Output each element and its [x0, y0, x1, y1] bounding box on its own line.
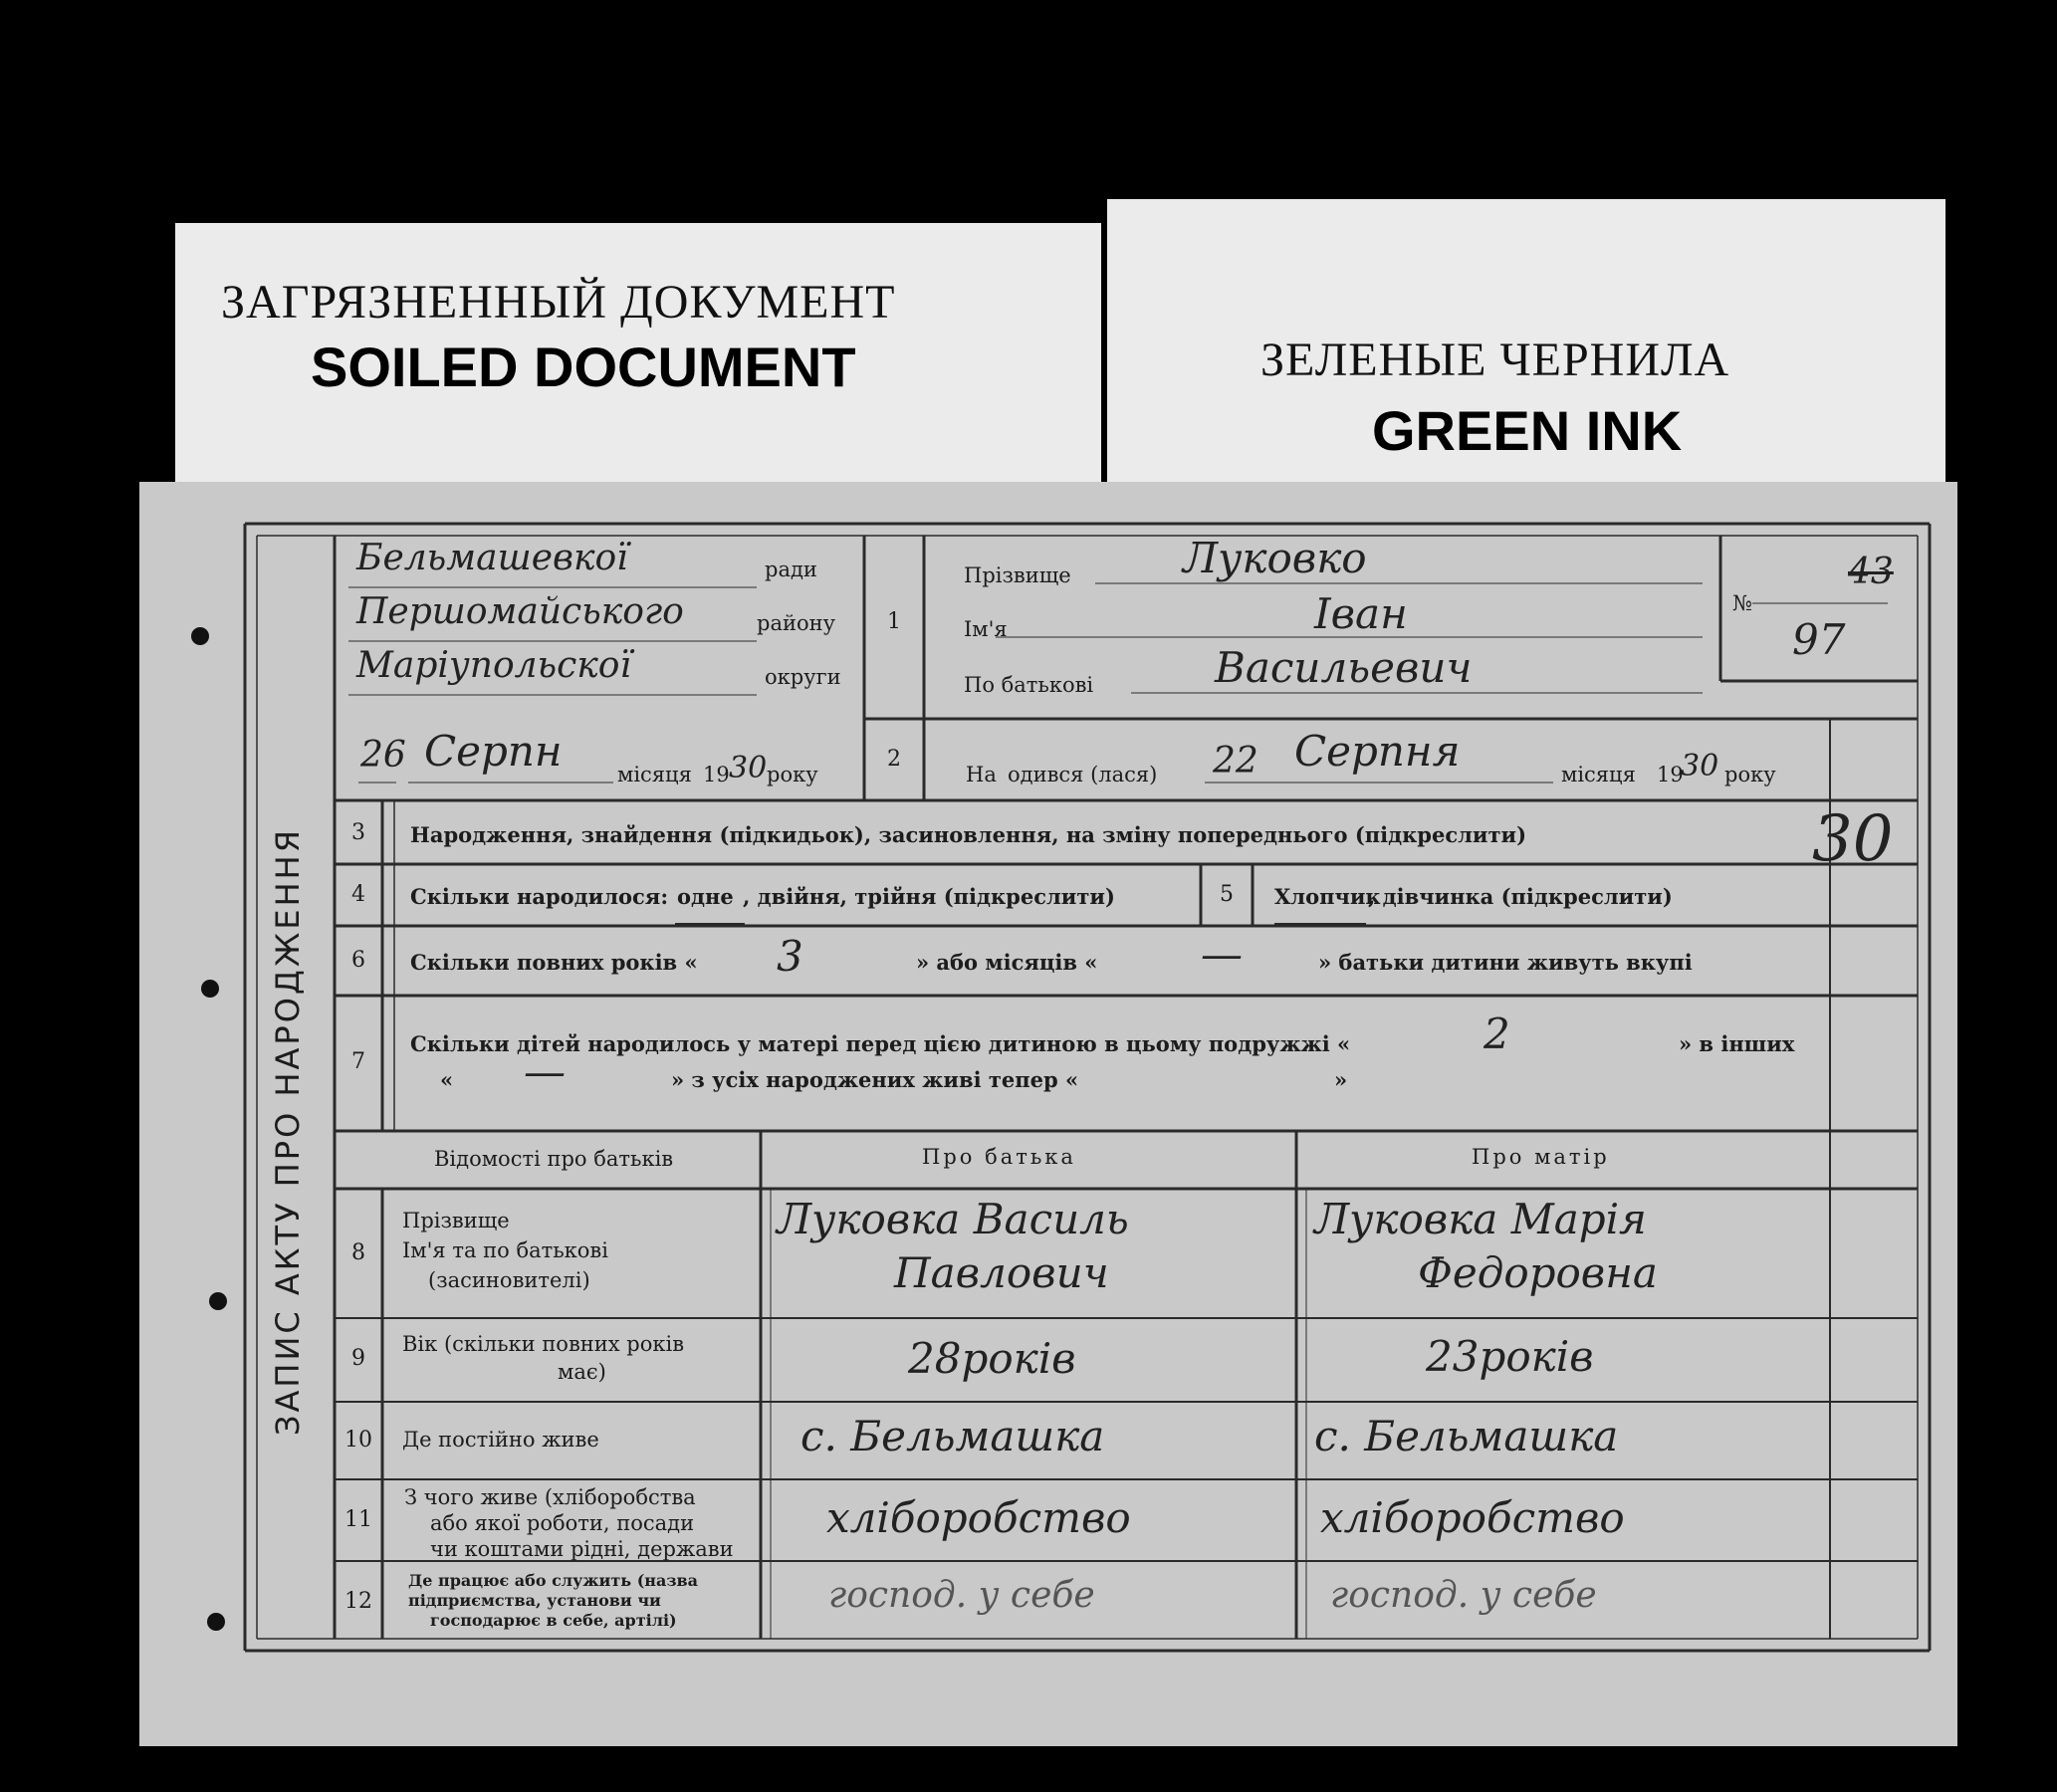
- parents-header-father: Про батька: [922, 1145, 1076, 1169]
- row-7-value-b: —: [524, 1047, 566, 1096]
- patronymic-label: По батькові: [964, 673, 1094, 697]
- reg-month-label: місяця: [617, 763, 692, 786]
- birth-day-value: 22: [1213, 741, 1258, 782]
- row-7-text-d: » з усіх народжених живі тепер «: [671, 1067, 1079, 1092]
- row-7-text-c: «: [440, 1067, 454, 1092]
- reg-month-value: Серпн: [424, 727, 563, 776]
- margin-note: 30: [1812, 802, 1894, 876]
- row-9-number: 9: [351, 1346, 365, 1371]
- council-suffix: ради: [765, 558, 817, 581]
- row-11-number: 11: [344, 1507, 372, 1532]
- soiled-document-card: [175, 223, 1101, 494]
- birth-year-suffix: року: [1724, 763, 1776, 786]
- reg-year-suffix: року: [767, 763, 818, 786]
- row-4-options-rest: , двійня, трійня (підкреслити): [743, 884, 1115, 909]
- row-3-number: 3: [351, 820, 365, 845]
- okrug-value: Маріупольскої: [356, 645, 631, 686]
- record-no-label: №: [1732, 591, 1752, 615]
- row-6-number: 6: [351, 948, 365, 973]
- father-occupation: хліборобство: [826, 1493, 1131, 1542]
- row-6-months-value: —: [1201, 930, 1243, 979]
- mother-name-line1: Луковка Марія: [1314, 1195, 1647, 1243]
- row-6-text-c: » батьки дитини живуть вкупі: [1318, 950, 1693, 975]
- birth-month-label: місяця: [1561, 763, 1636, 786]
- record-no-value: 97: [1792, 615, 1846, 664]
- parents-header-mother: Про матір: [1472, 1145, 1610, 1169]
- father-residence: с. Бельмашка: [800, 1412, 1105, 1460]
- row-6-text-a: Скільки повних років «: [410, 950, 698, 975]
- reg-day-value: 26: [360, 735, 406, 776]
- row-2-number: 2: [887, 747, 901, 772]
- row-4-prefix: Скільки народилося:: [410, 884, 669, 909]
- row-11-label-2: або якої роботи, посади: [430, 1511, 695, 1535]
- row-5-options-rest: , дівчинка (підкреслити): [1368, 884, 1673, 909]
- row-8-number: 8: [351, 1240, 365, 1265]
- row-11-label-1: З чого живе (хліборобства: [404, 1485, 696, 1509]
- row-7-text-e: »: [1334, 1067, 1348, 1092]
- punch-hole: [191, 627, 209, 645]
- born-label-a: На: [966, 763, 997, 786]
- row-12-label-1: Де працює або служить (назва: [408, 1571, 699, 1590]
- father-name-line1: Луковка Василь: [777, 1195, 1129, 1243]
- row-10-label: Де постійно живе: [402, 1428, 599, 1452]
- row-12-number: 12: [344, 1589, 372, 1614]
- father-name-line2: Павлович: [894, 1248, 1109, 1297]
- row-10-number: 10: [344, 1428, 372, 1453]
- row-3-text: Народження, знайдення (підкидьок), засиновлення, на зміну попереднього (підкреслити): [410, 822, 1527, 847]
- birth-year-prefix: 19: [1657, 763, 1684, 786]
- row-7-text-a: Скільки дітей народилось у матері перед цією дитиною в цьому подружжі «: [410, 1031, 1351, 1056]
- row-8-label-3: (засиновителі): [428, 1268, 590, 1292]
- child-name-value: Іван: [1314, 589, 1408, 638]
- mother-occupation: хліборобство: [1320, 1493, 1625, 1542]
- punch-hole: [201, 980, 219, 998]
- row-7-value-a: 2: [1484, 1009, 1510, 1058]
- district-suffix: району: [757, 611, 835, 635]
- child-patronymic-value: Васильевич: [1215, 643, 1473, 692]
- record-no-old: 43: [1848, 552, 1894, 592]
- row-11-label-3: чи коштами рідні, держави: [430, 1537, 734, 1561]
- row-1-number: 1: [887, 609, 901, 634]
- side-title: ЗАПИС АКТУ ПРО НАРОДЖЕННЯ: [269, 827, 307, 1436]
- row-6-text-b: » або місяців «: [916, 950, 1098, 975]
- row-8-label-2: Ім'я та по батькові: [402, 1238, 608, 1262]
- okrug-suffix: округи: [765, 665, 841, 689]
- mother-age: 23років: [1426, 1332, 1594, 1381]
- mother-residence: с. Бельмашка: [1314, 1412, 1619, 1460]
- row-9-label-1: Вік (скільки повних років: [402, 1332, 685, 1356]
- district-value: Першомайського: [356, 591, 684, 632]
- row-5-number: 5: [1220, 882, 1234, 907]
- birth-year-value: 30: [1681, 749, 1719, 784]
- row-4-number: 4: [351, 882, 365, 907]
- row-12-label-2: підприємства, установи чи: [408, 1591, 661, 1610]
- born-label: одився (лася): [1008, 763, 1158, 786]
- name-label: Ім'я: [964, 617, 1008, 641]
- birth-record-form: [139, 482, 1957, 1746]
- birth-month-value: Серпня: [1294, 727, 1461, 776]
- green-ink-label-ru: ЗЕЛЕНЫЕ ЧЕРНИЛА: [1260, 334, 1730, 386]
- parents-header-info: Відомості про батьків: [434, 1147, 674, 1171]
- row-7-text-b: » в інших: [1679, 1031, 1795, 1056]
- punch-hole: [209, 1292, 227, 1310]
- reg-year-value: 30: [729, 751, 768, 785]
- row-4-option-one: одне: [677, 884, 734, 909]
- green-ink-card: [1107, 199, 1945, 498]
- mother-workplace: господ. у себе: [1330, 1575, 1597, 1616]
- mother-name-line2: Федоровна: [1418, 1248, 1658, 1297]
- row-6-years-value: 3: [777, 932, 803, 981]
- punch-hole: [207, 1613, 225, 1631]
- reg-year-prefix: 19: [703, 763, 730, 786]
- green-ink-label-en: GREEN INK: [1372, 399, 1683, 462]
- row-7-number: 7: [351, 1049, 365, 1074]
- row-5-option-boy: Хлопчик: [1274, 884, 1381, 909]
- soiled-label-ru: ЗАГРЯЗНЕННЫЙ ДОКУМЕНТ: [221, 276, 896, 329]
- surname-label: Прізвище: [964, 563, 1071, 587]
- father-workplace: господ. у себе: [828, 1575, 1095, 1616]
- soiled-label-en: SOILED DOCUMENT: [311, 336, 856, 398]
- child-surname-value: Луковко: [1183, 534, 1367, 582]
- row-9-label-2: має): [558, 1360, 606, 1384]
- father-age: 28років: [908, 1334, 1076, 1383]
- row-12-label-3: господарює в себе, артілі): [430, 1611, 677, 1630]
- council-value: Бельмашевкої: [356, 538, 628, 578]
- row-8-label-1: Прізвище: [402, 1209, 510, 1232]
